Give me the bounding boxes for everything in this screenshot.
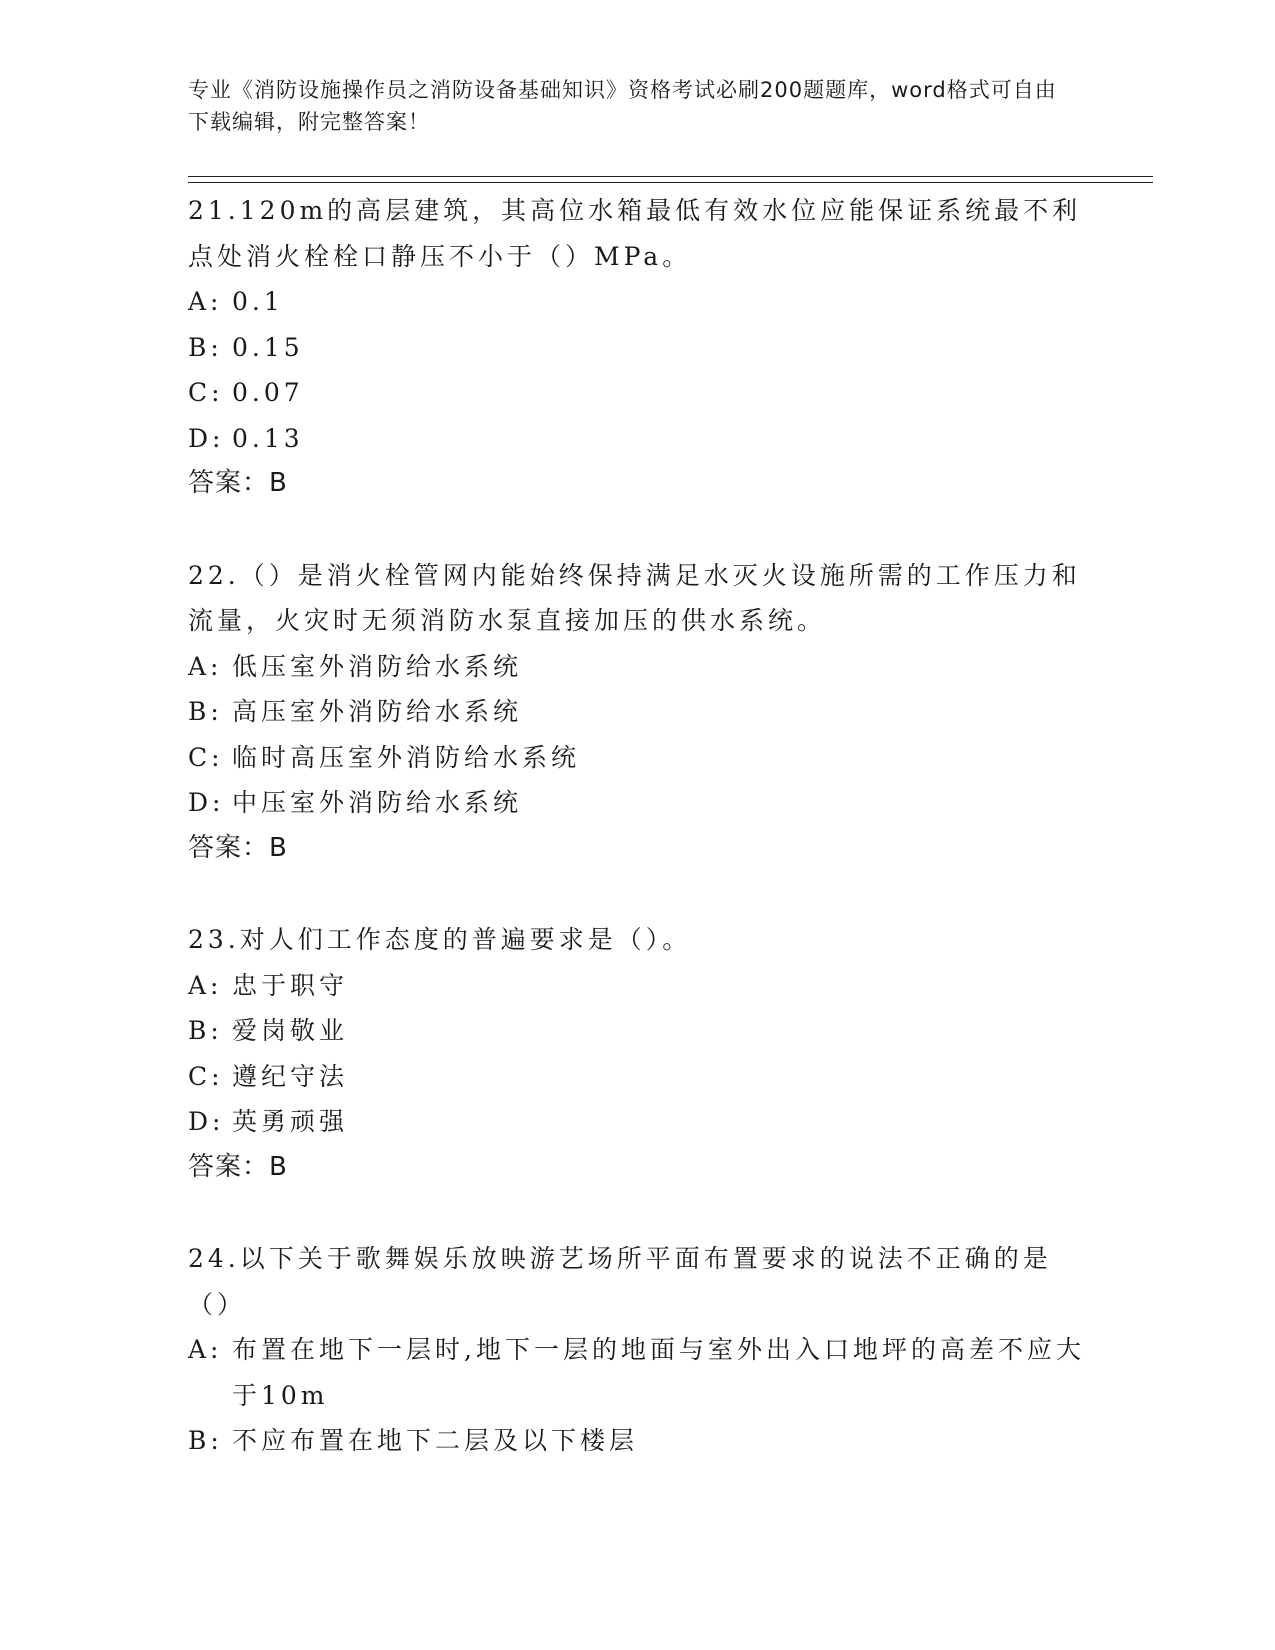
option-text: 0.07: [232, 378, 304, 407]
option-key: C:: [188, 1061, 224, 1091]
option-key: A:: [188, 1335, 223, 1364]
option-text: 遵纪守法: [232, 1061, 349, 1091]
answer-text: 答案：B: [188, 832, 288, 863]
option-key: C:: [188, 378, 224, 407]
option-text: 爱岗敬业: [232, 1016, 349, 1045]
question-stem: 21.120m的高层建筑，其高位水箱最低有效水位应能保证系统最不利点处消火栓栓口静压不小于（）MPa。: [188, 196, 1082, 271]
option-text: 忠于职守: [232, 970, 349, 1000]
question-stem: 24.以下关于歌舞娱乐放映游艺场所平面布置要求的说法不正确的是（）: [188, 1244, 1052, 1319]
option-d: [188, 780, 1088, 826]
option-c: [188, 1054, 1088, 1100]
option-key: B:: [188, 332, 223, 362]
option-b: [188, 1008, 1088, 1054]
question-21: [188, 188, 1088, 507]
option-key: D:: [188, 788, 225, 817]
answer-text: 答案：B: [188, 1151, 288, 1182]
question-list: [188, 188, 1088, 1510]
option-text: 中压室外消防给水系统: [232, 788, 523, 817]
option-text: 临时高压室外消防给水系统: [232, 742, 581, 772]
question-stem: 22.（）是消火栓管网内能始终保持满足水灭火设施所需的工作压力和流量，火灾时无须消防水泵直接加压的供水系统。: [188, 560, 1081, 635]
option-key: D:: [188, 1107, 225, 1136]
option-text: 布置在地下一层时,地下一层的地面与室外出入口地坪的高差不应大于10m: [232, 1335, 1085, 1410]
option-a: [188, 644, 1088, 690]
option-c: [188, 370, 1088, 416]
option-text: 高压室外消防给水系统: [232, 697, 523, 726]
option-key: D:: [188, 423, 225, 453]
option-b: [188, 689, 1088, 735]
option-key: A:: [188, 970, 223, 1000]
option-b: [188, 325, 1088, 371]
answer-text: 答案：B: [188, 468, 288, 498]
option-key: C:: [188, 742, 224, 772]
option-c: [188, 735, 1088, 781]
option-text: 0.15: [232, 332, 304, 362]
option-b: [188, 1418, 1088, 1464]
option-text: 英勇顽强: [232, 1107, 349, 1136]
question-24: [188, 1236, 1088, 1464]
option-key: A:: [188, 651, 223, 681]
question-stem: 23.对人们工作态度的普遍要求是（）。: [188, 925, 692, 954]
option-text: 不应布置在地下二层及以下楼层: [232, 1426, 639, 1455]
option-key: A:: [188, 287, 223, 316]
option-text: 0.1: [232, 287, 284, 316]
option-text: 低压室外消防给水系统: [232, 651, 523, 681]
option-d: [188, 416, 1088, 462]
question-22: [188, 553, 1088, 872]
option-key: B:: [188, 697, 223, 726]
header-rule-top: [188, 176, 1153, 177]
header-rule-bottom: [188, 182, 1153, 183]
option-key: B:: [188, 1426, 223, 1455]
option-a: [188, 1327, 1088, 1418]
option-text: 0.13: [232, 423, 304, 453]
option-a: [188, 279, 1088, 325]
document-header: 专业《消防设施操作员之消防设备基础知识》资格考试必刷200题题库，word格式可自由下载编辑，附完整答案！: [188, 78, 1057, 134]
option-a: [188, 963, 1088, 1009]
option-d: [188, 1099, 1088, 1145]
question-23: [188, 917, 1088, 1190]
option-key: B:: [188, 1016, 223, 1045]
